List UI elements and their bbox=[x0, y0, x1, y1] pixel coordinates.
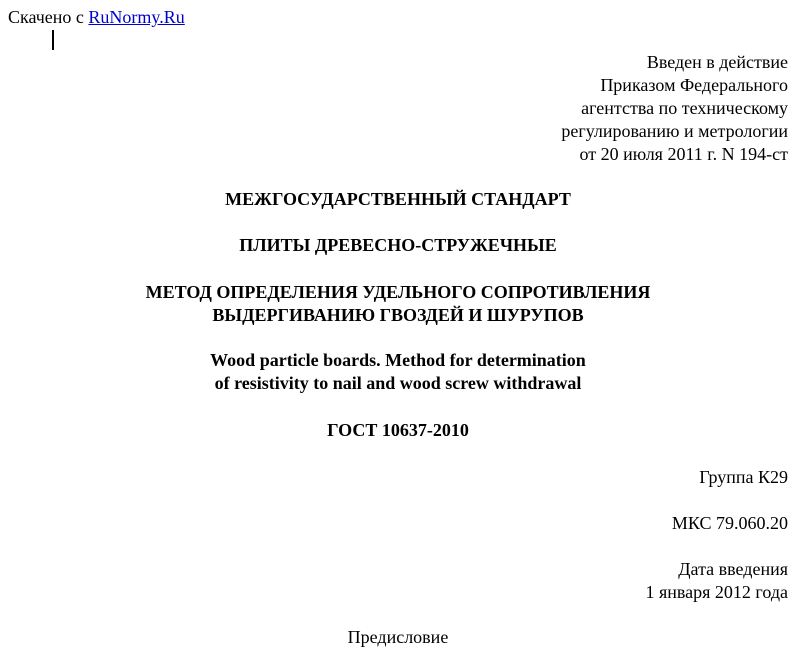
intro-line: регулированию и метрологии bbox=[561, 121, 788, 141]
downloaded-text: Скачено с bbox=[8, 7, 84, 27]
standard-type-heading: МЕЖГОСУДАРСТВЕННЫЙ СТАНДАРТ bbox=[225, 189, 571, 209]
text-cursor bbox=[52, 30, 54, 50]
english-title bbox=[0, 349, 794, 395]
foreword-heading: Предисловие bbox=[347, 627, 449, 647]
method-heading-line: ВЫДЕРГИВАНИЮ ГВОЗДЕЙ И ШУРУПОВ bbox=[212, 305, 584, 325]
method-heading-line: МЕТОД ОПРЕДЕЛЕНИЯ УДЕЛЬНОГО СОПРОТИВЛЕНИЯ bbox=[145, 282, 651, 302]
date-value: 1 января 2012 года bbox=[645, 582, 788, 602]
effective-date bbox=[645, 558, 788, 604]
download-source-line bbox=[8, 6, 185, 29]
intro-line: Введен в действие bbox=[646, 52, 788, 72]
intro-line: от 20 июля 2011 г. N 194-ст bbox=[579, 144, 788, 164]
mks-code: МКС 79.060.20 bbox=[671, 513, 788, 533]
method-heading bbox=[0, 281, 794, 327]
gost-number: ГОСТ 10637-2010 bbox=[327, 420, 469, 440]
product-heading: ПЛИТЫ ДРЕВЕСНО-СТРУЖЕЧНЫЕ bbox=[239, 235, 557, 255]
english-title-line: of resistivity to nail and wood screw withdrawal bbox=[214, 373, 582, 393]
english-title-line: Wood particle boards. Method for determination bbox=[210, 350, 586, 370]
intro-block bbox=[561, 51, 788, 166]
date-label: Дата введения bbox=[678, 559, 788, 579]
runormy-link[interactable]: RuNormy.Ru bbox=[88, 7, 185, 27]
group-code: Группа К29 bbox=[699, 467, 788, 487]
intro-line: Приказом Федерального bbox=[600, 75, 788, 95]
intro-line: агентства по техническому bbox=[581, 98, 788, 118]
